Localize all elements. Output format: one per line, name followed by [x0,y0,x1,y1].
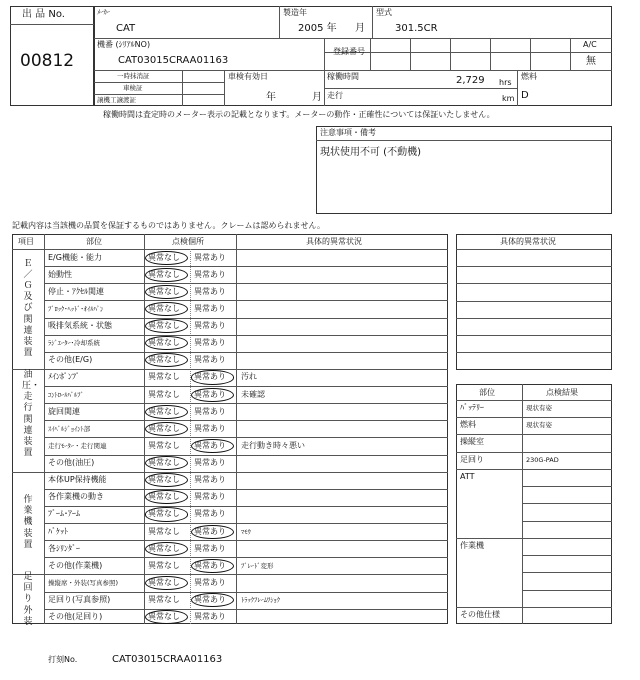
selection-circle [145,542,188,556]
row-divider [12,574,448,575]
detail-row-divider [456,266,612,267]
model-value: 301.5CR [395,23,438,34]
year-label: 製造年 [283,8,307,17]
result-part-label: ATT [460,471,475,481]
serial-value: CAT03015CRAA01163 [118,55,229,66]
col-point-header: 点検個所 [172,237,204,246]
part-label: ﾌﾞｰﾑ･ｱｰﾑ [48,509,80,519]
detail-text: ﾄﾗｯｸﾌﾚｰﾑﾜｼｮｸ [241,596,280,604]
opt-ng-label: 異常あり [194,338,226,348]
selection-circle [145,302,188,316]
lot-label: 出 品 No. [22,9,65,20]
year-value: 2005 年 [298,23,337,34]
opt-ng-label: 異常あり [194,303,226,313]
fuel-value: D [521,90,529,101]
selection-circle [191,593,234,607]
hours-value: 2,729 [456,75,485,86]
result-part-label: 操縦室 [460,437,484,447]
opt-ok-label: 異常なし [148,560,180,570]
opt-ng-label: 異常あり [194,321,226,330]
row-divider [44,420,448,421]
part-label: 操縦席・外装(写真参照) [48,578,119,587]
detail-text: ﾌﾞﾚｰﾄﾞ変形 [241,561,274,570]
opt-ok-label: 異常なし [148,286,180,296]
row-divider [44,300,448,301]
selection-circle [145,576,188,590]
selection-circle [145,268,188,282]
selection-circle [145,285,188,299]
distance-unit: km [502,94,515,103]
part-label: その他(作業機) [48,560,103,570]
selection-circle [145,405,188,419]
result-value: 現状有姿 [526,421,552,430]
serial-label: 機番 (ｼﾘｱﾙNO) [97,40,151,49]
part-label: その他(足回り) [48,612,103,622]
row-divider [44,592,448,593]
opt-ok-label: 異常なし [148,269,180,279]
result-part-label: 作業機 [460,540,484,550]
detail-row-divider [456,301,612,302]
opt-ng-label: 異常あり [194,492,226,502]
opt-ok-label: 異常なし [148,372,180,382]
opt-ok-label: 異常なし [148,406,180,416]
hours-disclaimer: 稼働時間は査定時のメーター表示の記載となります。メーターの動作・正確性については保証いたしません。 [103,110,495,119]
registration-label: 登録番号 [333,47,365,56]
opt-ng-label: 異常あり [194,577,226,587]
group-label: 作業機装置 [23,495,33,550]
opt-ng-label: 異常あり [194,252,226,262]
right-detail-header: 具体的異常状況 [500,237,556,246]
row-divider [12,472,448,473]
opt-ok-label: 異常なし [148,338,180,348]
part-label: ﾊﾞｹｯﾄ [48,526,68,536]
detail-row-divider [456,335,612,336]
lot-number: 00812 [20,51,75,71]
result-row-divider [522,503,612,504]
row-divider [44,455,448,456]
result-part-label: ﾊﾞｯﾃﾘｰ [460,403,484,412]
part-label: 停止・ｱｸｾﾙ関連 [48,286,104,296]
detail-text: 走行動き時々悪い [241,440,305,450]
part-label: E/G機能・能力 [48,252,102,262]
result-row-divider [456,607,612,608]
result-row-divider [522,486,612,487]
ac-value: 無 [586,56,596,67]
part-label: ﾒｲﾝﾎﾟﾝﾌﾟ [48,372,80,382]
result-row-divider [456,452,612,453]
group-label: Ｅ／Ｇ及び関連装置 [23,258,33,359]
part-label: 本体UP保持機能 [48,475,107,485]
opt-ok-label: 異常なし [148,543,180,553]
opt-ok-label: 異常なし [148,475,180,485]
opt-ng-label: 異常あり [194,389,226,399]
opt-ok-label: 異常なし [148,595,180,604]
row-divider [44,609,448,610]
remarks-value: 現状使用不可 (不動機) [320,147,421,158]
opt-ok-label: 異常なし [148,458,180,467]
ac-label: A/C [583,40,597,49]
result-row-divider [522,590,612,591]
result-value: 230G-PAD [526,455,559,464]
opt-ok-label: 異常なし [148,526,180,536]
opt-ng-label: 異常あり [194,355,226,365]
detail-text: 汚れ [241,372,257,382]
opt-ng-label: 異常あり [194,440,226,450]
opt-ok-label: 異常なし [148,321,180,330]
inspection-month-unit: 月 [312,92,322,103]
opt-ng-label: 異常あり [194,509,226,519]
result-row-divider [456,538,612,539]
part-label: 走行ﾓｰﾀｰ・走行関連 [48,441,107,450]
group-label: 油圧・走行関連装置 [22,369,41,459]
part-label: 各ｼﾘﾝﾀﾞｰ [48,543,80,553]
opt-ok-label: 異常なし [148,492,180,502]
detail-row-divider [456,283,612,284]
detail-text: ﾏﾓｳ [241,527,251,536]
row-divider [44,506,448,507]
vehicle-cert-label: 車検証 [123,84,143,92]
row-divider [44,540,448,541]
opt-ng-label: 異常あり [194,372,226,382]
part-label: その他(油圧) [48,458,95,467]
result-row-divider [522,572,612,573]
part-label: その他(E/G) [48,355,93,365]
result-row-divider [456,434,612,435]
hours-unit: hrs [499,78,512,87]
row-divider [44,523,448,524]
selection-circle [191,439,234,453]
opt-ng-label: 異常あり [194,543,226,553]
inspection-year-unit: 年 [266,92,276,103]
row-divider [44,403,448,404]
result-part-label: 燃料 [460,420,476,430]
selection-circle [145,456,188,470]
opt-ng-label: 異常あり [194,423,226,433]
opt-ok-label: 異常なし [148,303,180,313]
maker-label: ﾒｰｶｰ [97,8,110,16]
row-divider [44,352,448,353]
col-part-header: 部位 [86,237,102,246]
result-row-divider [522,521,612,522]
opt-ng-label: 異常あり [194,595,226,604]
opt-ng-label: 異常あり [194,612,226,622]
opt-ng-label: 異常あり [194,458,226,467]
maker-value: CAT [116,23,136,34]
selection-circle [145,319,188,333]
col-detail-header: 具体的異常状況 [306,237,362,246]
opt-ok-label: 異常なし [148,509,180,519]
year-month-unit: 月 [355,23,365,34]
selection-circle [145,251,188,265]
result-part-label: 足回り [460,454,484,464]
opt-ng-label: 異常あり [194,560,226,570]
opt-ng-label: 異常あり [194,269,226,279]
result-col-part: 部位 [479,388,495,397]
part-label: ｽｲﾍﾞﾙｼﾞｮｲﾝﾄ部 [48,424,91,433]
result-row-divider [456,469,612,470]
detail-row-divider [456,352,612,353]
remarks-label: 注意事項・備考 [320,128,376,137]
temp-permit-label: 一時抹消証 [117,72,150,80]
part-label: 各作業機の動き [48,492,104,502]
opt-ok-label: 異常なし [148,612,180,622]
opt-ng-label: 異常あり [194,286,226,296]
inspection-expiry-label: 車検有効日 [228,72,268,81]
row-divider [44,318,448,319]
hours-label: 稼働時間 [327,72,359,81]
row-divider [44,335,448,336]
fuel-label: 燃料 [521,72,537,81]
part-label: 足回り(写真参照) [48,595,111,604]
col-item-header: 項目 [18,237,34,246]
opt-ok-label: 異常なし [148,389,180,399]
detail-text: 未確認 [241,389,265,399]
opt-ok-label: 異常なし [148,440,180,450]
model-label: 型式 [376,8,392,17]
row-divider [44,283,448,284]
selection-circle [145,507,188,521]
result-col-result: 点検結果 [546,388,578,397]
part-label: 旋回関連 [48,406,80,416]
part-label: 始動性 [48,269,72,279]
row-divider [44,386,448,387]
result-part-label: その他仕様 [460,609,500,619]
part-label: ﾗｼﾞｴｰﾀｰ･冷却系統 [48,339,100,348]
small-machine-cert-label: 譲機工譲渡証 [97,96,136,104]
opt-ok-label: 異常なし [148,577,180,587]
row-divider [12,369,448,370]
group-label: 足回り外装 [23,572,33,627]
part-label: ｺﾝﾄﾛｰﾙﾊﾞﾙﾌﾞ [48,390,84,399]
opt-ok-label: 異常なし [148,423,180,433]
row-divider [44,266,448,267]
selection-circle [145,422,188,436]
selection-circle [191,525,234,539]
stamp-label: 打刻No. [48,655,78,664]
stamp-value: CAT03015CRAA01163 [112,654,223,665]
detail-row-divider [456,318,612,319]
row-divider [44,489,448,490]
opt-ok-label: 異常なし [148,355,180,365]
result-row-divider [456,417,612,418]
distance-label: 走行 [327,91,343,100]
part-label: 吸排気系統・状態 [48,321,112,330]
selection-circle [191,388,234,402]
row-divider [44,437,448,438]
result-row-divider [522,555,612,556]
quality-disclaimer: 記載内容は当該機の品質を保証するものではありません。クレームは認められません。 [12,221,325,230]
row-divider [44,557,448,558]
selection-circle [191,559,234,573]
right-detail-box [456,234,612,370]
opt-ok-label: 異常なし [148,252,180,262]
opt-ng-label: 異常あり [194,526,226,536]
part-label: ﾌﾞﾛｯｸ･ﾍｯﾄﾞ･ｵｲﾙﾊﾟﾝ [48,304,104,313]
result-value: 現状有姿 [526,404,552,412]
opt-ng-label: 異常あり [194,406,226,416]
opt-ng-label: 異常あり [194,475,226,485]
selection-circle [191,370,234,384]
